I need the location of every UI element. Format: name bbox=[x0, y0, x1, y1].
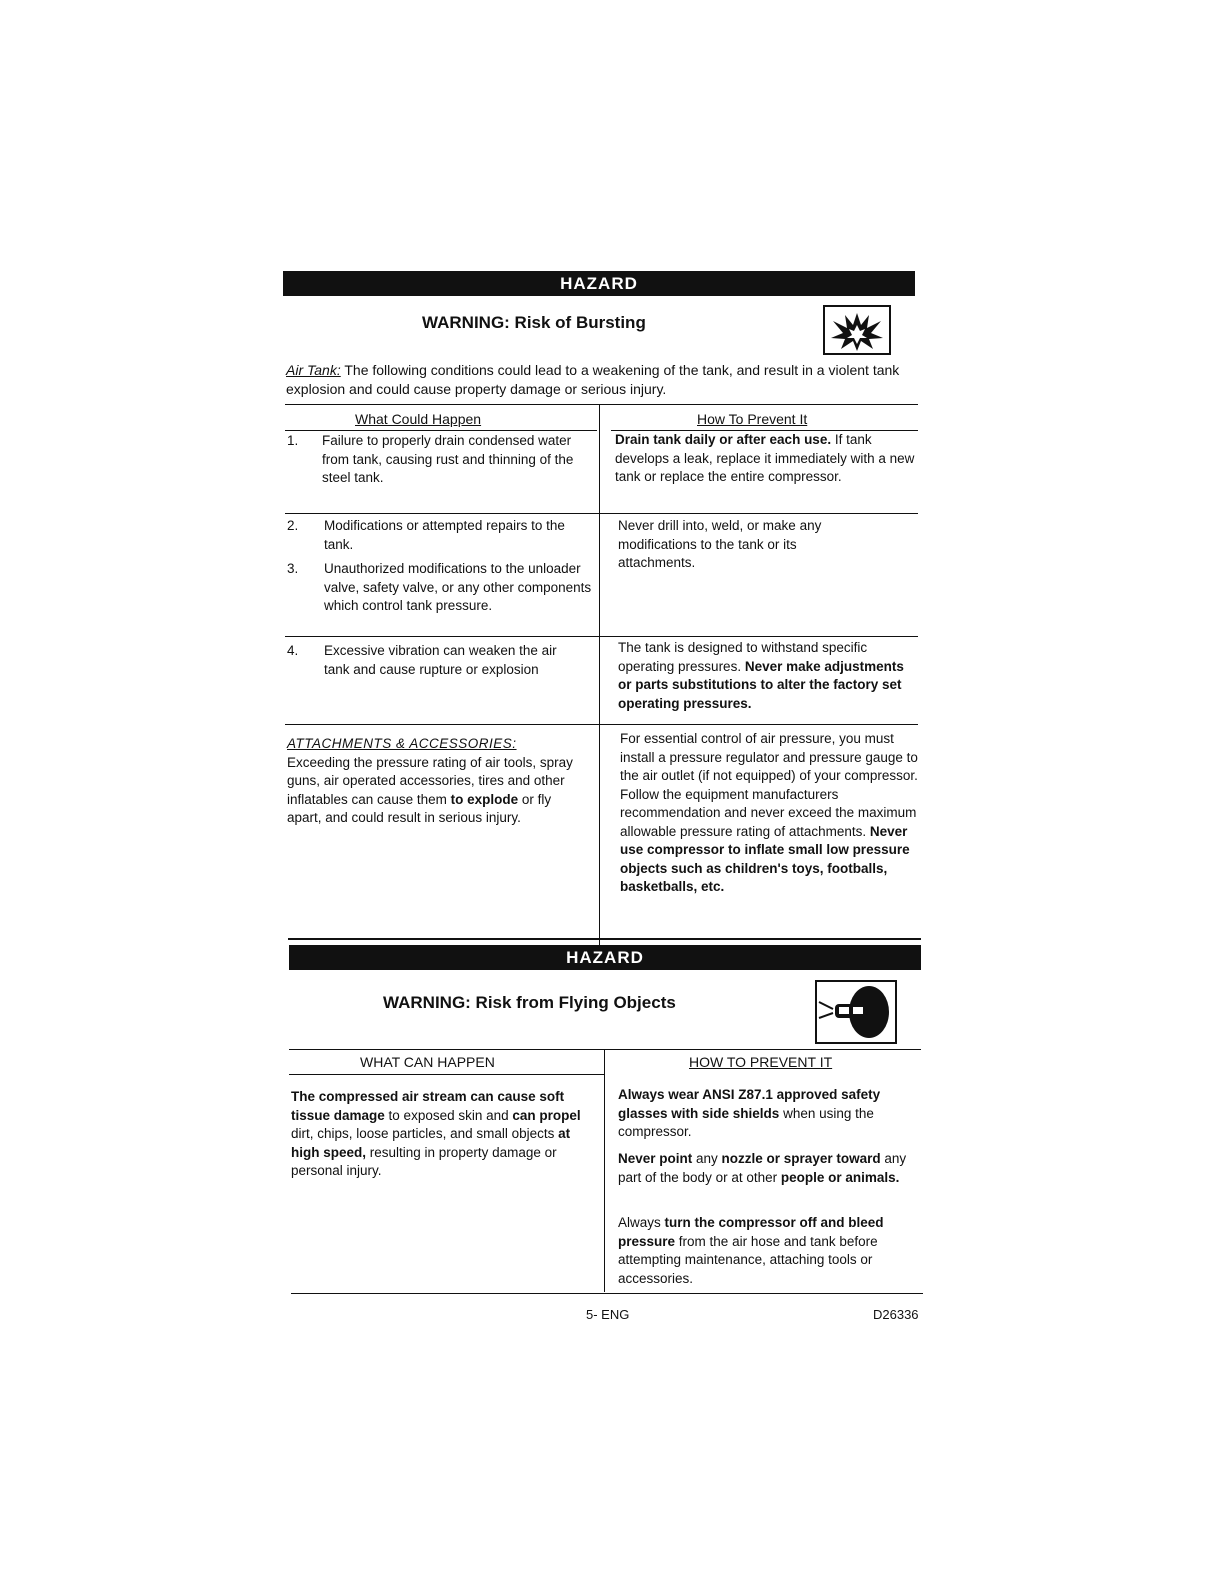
air-tank-label: Air Tank: bbox=[286, 362, 341, 378]
air-tank-intro bbox=[286, 361, 918, 398]
col-what-can-happen: WHAT CAN HAPPEN bbox=[360, 1054, 495, 1070]
document-code: D26336 bbox=[873, 1307, 919, 1322]
row-number: 4. bbox=[287, 643, 299, 658]
attachments-title: ATTACHMENTS & ACCESSORIES: bbox=[287, 736, 517, 751]
table1-bottom-rule bbox=[288, 938, 921, 940]
warning-title-flying-objects: WARNING: Risk from Flying Objects bbox=[383, 993, 676, 1012]
attachments-section: ATTACHMENTS & ACCESSORIES: Exceeding the pressure rating of air tools, spray guns, air operated accessories, tires and other inflatables can cause them to explode or fly apart, and could result in serious injury. bbox=[287, 736, 573, 825]
row1-rule bbox=[285, 513, 918, 514]
hazard-cause-1: Failure to properly drain condensed water from tank, causing rust and thinning of the steel tank. bbox=[322, 433, 574, 485]
col-what-could-happen: What Could Happen bbox=[355, 411, 482, 427]
hazard-label: HAZARD bbox=[566, 948, 644, 967]
air-tank-text: The following conditions could lead to a weakening of the tank, and result in a violent tank explosion and could cause property damage or serious injury. bbox=[286, 362, 900, 397]
table2-bottom-rule bbox=[291, 1293, 923, 1294]
hazard-cause-4: Excessive vibration can weaken the air tank and cause rupture or explosion bbox=[324, 643, 557, 677]
row2-rule bbox=[285, 636, 918, 637]
hazard-cause-3: Unauthorized modifications to the unloader valve, safety valve, or any other components which control tank pressure. bbox=[324, 561, 592, 613]
row-number: 3. bbox=[287, 561, 299, 576]
attachments-prevention: For essential control of air pressure, you must install a pressure regulator and pressure gauge to the air outlet (if not equipped) of your compressor. Follow the equipment manufacturers recommendation and never exceed the maximum allowable pressure rating of attachments. Never use compressor to inflate small low pressure objects such as children's toys, footballs, basketballs, etc. bbox=[620, 731, 918, 894]
page-number: 5- ENG bbox=[586, 1307, 630, 1322]
table2-divider bbox=[604, 1049, 605, 1292]
prevention-safety-glasses: Always wear ANSI Z87.1 approved safety glasses with side shields when using the compressor. bbox=[618, 1087, 881, 1139]
col-how-to-prevent: How To Prevent It bbox=[697, 411, 808, 427]
header-rule-left bbox=[289, 1074, 604, 1075]
row-number: 1. bbox=[287, 433, 299, 448]
table2-top-rule bbox=[289, 1049, 921, 1050]
hazard-cause-2: Modifications or attempted repairs to the tank. bbox=[324, 518, 565, 552]
warning-title-bursting: WARNING: Risk of Bursting bbox=[422, 313, 646, 332]
hazard-label: HAZARD bbox=[560, 274, 638, 293]
header-rule-left bbox=[285, 430, 597, 431]
row4-rule bbox=[285, 724, 918, 725]
prevention-4: The tank is designed to withstand specific operating pressures. Never make adjustments or parts substitutions to alter the factory set operating pressures. bbox=[618, 640, 904, 711]
table1-divider bbox=[599, 404, 600, 956]
row-number: 2. bbox=[287, 518, 299, 533]
col-how-to-prevent-it: HOW TO PREVENT IT bbox=[689, 1054, 833, 1070]
explosion-icon bbox=[823, 305, 891, 355]
prevention-1: Drain tank daily or after each use. If tank develops a leak, replace it immediately with a new tank or replace the entire compressor. bbox=[615, 432, 915, 484]
prevention-turn-off: Always turn the compressor off and bleed pressure from the air hose and tank before attempting maintenance, attaching tools or accessories. bbox=[618, 1215, 884, 1286]
prevention-never-point: Never point any nozzle or sprayer toward any part of the body or at other people or animals. bbox=[618, 1151, 907, 1185]
table1-top-rule bbox=[285, 404, 918, 405]
flying-objects-cause: The compressed air stream can cause soft tissue damage to exposed skin and can propel dirt, chips, loose particles, and small objects at high speed, resulting in property damage or personal injury. bbox=[291, 1089, 581, 1178]
safety-goggles-icon bbox=[815, 980, 897, 1044]
prevention-2: Never drill into, weld, or make any modifications to the tank or its attachments. bbox=[618, 518, 822, 570]
hazard-banner-bursting bbox=[283, 271, 915, 296]
hazard-banner-flying-objects bbox=[289, 945, 921, 970]
